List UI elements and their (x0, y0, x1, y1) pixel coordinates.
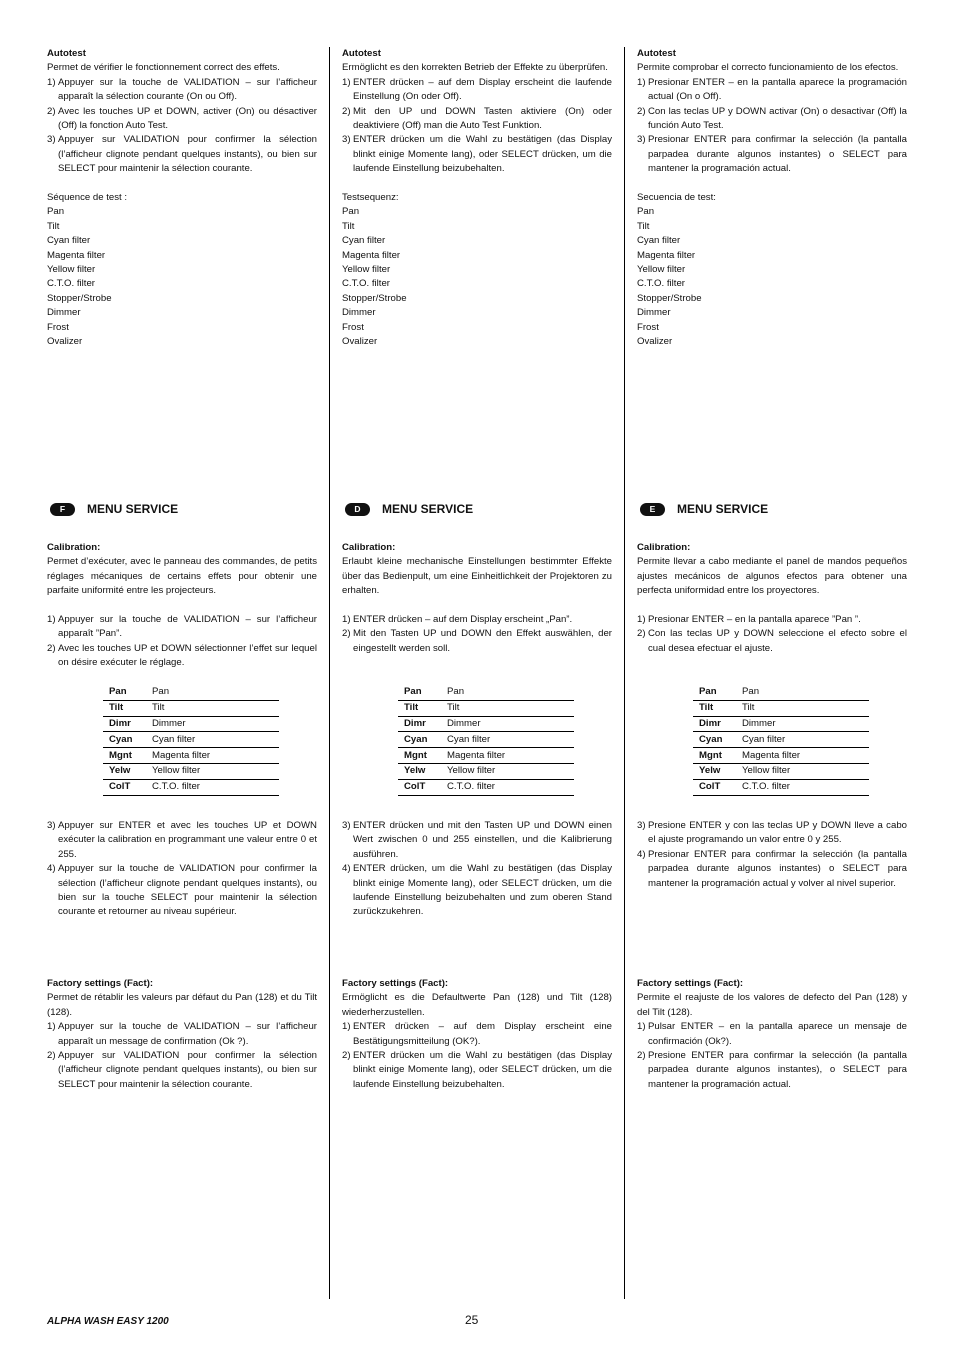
list-item-text: Appuyer sur VALIDATION pour confirmer la sélection (l’afficheur clignote pendant quelques instants), ou bien sur SELECT pour maintenir la sélection courante. (58, 134, 317, 175)
sequence-item: Yellow filter (637, 264, 686, 276)
test-sequence (637, 205, 907, 349)
name-cell: Dimmer (152, 716, 279, 732)
calibration-section (637, 541, 907, 656)
factory-settings-section (342, 977, 612, 1092)
sequence-item: Cyan filter (47, 235, 91, 247)
calibration-steps-b (342, 819, 612, 920)
sequence-item: Cyan filter (342, 235, 386, 247)
sequence-item: Cyan filter (637, 235, 681, 247)
code-cell: Mgnt (103, 748, 152, 764)
sequence-label: Secuencia de test: (637, 192, 716, 204)
table-row (693, 763, 869, 779)
autotest-heading: Autotest (47, 48, 86, 59)
sequence-item: Tilt (47, 220, 60, 232)
sequence-item: Yellow filter (342, 264, 391, 276)
calibration-steps-continued (47, 819, 317, 920)
list-item: 1) Appuyer sur la touche de VALIDATION – sur l’afficheur apparaît ”Pan”. (47, 614, 317, 640)
list-item: 2) Appuyer sur VALIDATION pour confirmer la sélection (l’afficheur clignote pendant quelques instants), ou bien sur SELECT pour maintenir la sélection courante. (47, 1050, 317, 1090)
factory-settings-section (47, 977, 317, 1092)
list-item-text: Avec les touches UP et DOWN, activer (On) ou désactiver (Off) la fonction Auto Test. (58, 105, 317, 132)
column-divider (624, 47, 625, 1299)
autotest-heading: Autotest (637, 48, 676, 59)
table-row (103, 763, 279, 779)
table-row (103, 685, 279, 700)
list-item-text: ENTER drücken – auf dem Display erscheint „Pan”. (353, 614, 573, 626)
list-item-text: Avec les touches UP et DOWN sélectionner l’effet sur lequel on désire exécuter le réglage. (58, 642, 317, 669)
list-item: 2) Mit den Tasten UP und DOWN den Effekt auswählen, der eingestellt werden soll. (342, 628, 612, 654)
list-item: 3) ENTER drücken um die Wahl zu bestätigen (das Display blinkt einige Momente lang), oder SELECT drücken, um die laufende Einstellung beizubehalten. (342, 134, 612, 175)
list-item-text: ENTER drücken um die Wahl zu bestätigen (das Display blinkt einige Momente lang), oder SELECT drücken, um die laufende Einstellung beizubehalten. (353, 1050, 612, 1090)
name-cell: Cyan filter (447, 732, 574, 748)
factory-heading: Factory settings (Fact): (342, 978, 449, 989)
table-row (693, 685, 869, 700)
name-cell: C.T.O. filter (742, 779, 869, 795)
calibration-section (47, 541, 317, 671)
sequence-item: Frost (47, 321, 69, 333)
calibration-steps-b (47, 819, 317, 920)
factory-steps (637, 1020, 907, 1092)
code-cell: ColT (693, 779, 742, 795)
list-item: 1) ENTER drücken – auf dem Display erscheint die laufende Einstellung (On oder Off). (342, 76, 612, 103)
sequence-item: C.T.O. filter (342, 278, 390, 290)
calibration-steps (637, 613, 907, 656)
name-cell: Tilt (447, 700, 574, 716)
list-item-text: Presione ENTER para confirmar la selección (la pantalla parpadea durante algunos instantes), o SELECT para mantener la programación actual. (648, 1050, 907, 1090)
name-cell: Pan (742, 685, 869, 700)
effects-table (103, 685, 279, 796)
code-cell: Yelw (398, 763, 447, 779)
sequence-label: Testsequenz: (342, 192, 399, 204)
name-cell: Yellow filter (447, 763, 574, 779)
table-row (398, 732, 574, 748)
list-item: 3) Presione ENTER y con las teclas UP y DOWN lleve a cabo el ajuste programando un valor entre 0 y 255. (637, 820, 907, 846)
list-item: 3) Presionar ENTER para confirmar la selección (la pantalla parpadea durante algunos instantes) o SELECT para mantener la programación actual. (637, 134, 907, 175)
autotest-steps (637, 76, 907, 177)
code-cell: ColT (398, 779, 447, 795)
list-item-text: Presionar ENTER – en la pantalla aparece ”Pan ”. (648, 614, 861, 626)
factory-heading: Factory settings (Fact): (47, 978, 154, 989)
sequence-item: Stopper/Strobe (637, 292, 702, 304)
list-item: 2) Con las teclas UP y DOWN seleccione el efecto sobre el cual desea efectuar el ajuste. (637, 628, 907, 654)
table-row (398, 700, 574, 716)
calibration-heading: Calibration: (342, 542, 396, 553)
name-cell: Pan (447, 685, 574, 700)
list-item-text: ENTER drücken – auf dem Display erscheint die laufende Einstellung (On oder Off). (353, 76, 612, 103)
code-cell: Tilt (103, 700, 152, 716)
name-cell: Pan (152, 685, 279, 700)
sequence-item: Pan (47, 206, 65, 218)
list-item-text: Appuyer sur la touche de VALIDATION – sur l’afficheur apparaît la sélection courante (On ou Off). (58, 76, 317, 103)
sequence-item: Pan (637, 206, 655, 218)
list-item: 2) Mit den UP und DOWN Tasten aktiviere (On) oder deaktiviere (Off) man die Auto Test Funktion. (342, 105, 612, 132)
name-cell: Yellow filter (152, 763, 279, 779)
factory-intro: Permet de rétablir les valeurs par défaut du Pan (128) et du Tilt (128). (47, 992, 317, 1018)
section-title: MENU SERVICE (382, 502, 474, 516)
list-item: 2) Con las teclas UP y DOWN activar (On) o desactivar (Off) la función Auto Test. (637, 105, 907, 132)
table-row (103, 732, 279, 748)
sequence-item: Stopper/Strobe (342, 292, 407, 304)
list-item-text: Appuyer sur ENTER et avec les touches UP et DOWN exécuter la calibration en programmant une valeur entre 0 et 255. (58, 820, 317, 860)
table-row (103, 700, 279, 716)
table-row (398, 763, 574, 779)
language-badge: D (345, 503, 370, 516)
list-item: 4) ENTER drücken, um die Wahl zu bestätigen (das Display blinkt einige Momente lang), oder SELECT drücken, um die laufende Einstellung beizubehalten und zum oberen Stand zurückzukehren. (342, 863, 612, 918)
name-cell: Magenta filter (152, 748, 279, 764)
sequence-item: Dimmer (637, 307, 671, 319)
code-cell: Pan (398, 685, 447, 700)
name-cell: C.T.O. filter (447, 779, 574, 795)
list-item-text: Presionar ENTER – en la pantalla aparece la programación actual (On o Off). (648, 76, 907, 103)
list-item: 1) Presionar ENTER – en la pantalla aparece la programación actual (On o Off). (637, 76, 907, 103)
table-row (398, 685, 574, 700)
list-item: 1) ENTER drücken – auf dem Display erscheint eine Bestätigungsmitteilung (OK?). (342, 1021, 612, 1047)
table-row (693, 779, 869, 795)
section-title: MENU SERVICE (677, 502, 769, 516)
code-cell: Mgnt (398, 748, 447, 764)
autotest-heading: Autotest (342, 48, 381, 59)
factory-intro: Permite el reajuste de los valores de defecto del Pan (128) y del Tilt (128). (637, 992, 907, 1018)
menu-service-header (342, 502, 612, 516)
list-item-text: Appuyer sur la touche de VALIDATION pour confirmer la sélection (l’afficheur clignote pendant quelques instants), ou bien sur la touche SELECT pour maintenir la sélection courante et retourner au niveau supérieur. (58, 863, 317, 918)
list-item-text: Con las teclas UP y DOWN seleccione el efecto sobre el cual desea efectuar el ajuste. (648, 628, 907, 654)
list-item-text: ENTER drücken, um die Wahl zu bestätigen (das Display blinkt einige Momente lang), oder SELECT drücken, um die laufende Einstellung beizubehalten und zum oberen Stand zurückzukehren. (353, 863, 612, 918)
calibration-steps-continued (637, 819, 907, 891)
section-title: MENU SERVICE (87, 502, 179, 516)
calibration-steps-continued (342, 819, 612, 920)
table-row (693, 716, 869, 732)
sequence-label: Séquence de test : (47, 192, 128, 204)
code-cell: Pan (103, 685, 152, 700)
test-sequence (47, 205, 317, 349)
name-cell: C.T.O. filter (152, 779, 279, 795)
test-sequence (342, 205, 612, 349)
sequence-item: Ovalizer (47, 336, 83, 348)
autotest-section (47, 47, 317, 350)
sequence-item: Ovalizer (342, 336, 378, 348)
list-item: 2) Avec les touches UP et DOWN, activer (On) ou désactiver (Off) la fonction Auto Test. (47, 105, 317, 132)
calibration-heading: Calibration: (47, 542, 101, 553)
code-cell: Cyan (103, 732, 152, 748)
list-item: 2) ENTER drücken um die Wahl zu bestätigen (das Display blinkt einige Momente lang), oder SELECT drücken, um die laufende Einstellung beizubehalten. (342, 1050, 612, 1090)
autotest-section (342, 47, 612, 350)
list-item-text: Pulsar ENTER – en la pantalla aparece un mensaje de confirmación (Ok?). (648, 1021, 907, 1047)
list-item-text: Presionar ENTER para confirmar la selección (la pantalla parpadea durante algunos instantes) o SELECT para mantener la programación actual y volver al nivel superior. (648, 848, 907, 889)
product-name: ALPHA WASH EASY 1200 (47, 1316, 169, 1327)
calibration-intro: Erlaubt kleine mechanische Einstellungen bestimmter Effekte über das Bedienpult, um eine Einheitlichkeit der Projektoren zu erhalten. (342, 556, 612, 597)
sequence-item: Tilt (637, 220, 650, 232)
list-item-text: Presione ENTER y con las teclas UP y DOWN lleve a cabo el ajuste programando un valor entre 0 y 255. (648, 820, 907, 846)
sequence-item: Pan (342, 206, 360, 218)
language-badge: E (640, 503, 665, 516)
autotest-steps (47, 76, 317, 177)
calibration-intro: Permite llevar a cabo mediante el panel de mandos pequeños ajustes mecánicos de algunos efectos para obtener una perfecta uniformidad entre los proyectores. (637, 556, 907, 597)
effects-table (398, 685, 574, 796)
column-divider (329, 47, 330, 1299)
name-cell: Magenta filter (447, 748, 574, 764)
effects-table (693, 685, 869, 796)
language-badge: F (50, 503, 75, 516)
calibration-section (342, 541, 612, 656)
list-item-text: Appuyer sur la touche de VALIDATION – sur l’afficheur apparaît ”Pan”. (58, 614, 317, 640)
page-number: 25 (465, 1313, 479, 1327)
code-cell: Mgnt (693, 748, 742, 764)
calibration-steps (342, 613, 612, 656)
table-row (103, 779, 279, 795)
code-cell: ColT (103, 779, 152, 795)
list-item: 4) Appuyer sur la touche de VALIDATION pour confirmer la sélection (l’afficheur clignote pendant quelques instants), ou bien sur la touche SELECT pour maintenir la sélection courante et retourner au niveau supérieur. (47, 863, 317, 918)
sequence-item: Frost (637, 321, 659, 333)
calibration-intro: Permet d’exécuter, avec le panneau des commandes, de petits réglages mécaniques de certains effets pour obtenir une parfaite uniformité entre les projecteurs. (47, 556, 317, 597)
code-cell: Tilt (398, 700, 447, 716)
list-item: 1) Appuyer sur la touche de VALIDATION – sur l’afficheur apparaît la sélection courante (On ou Off). (47, 76, 317, 103)
name-cell: Yellow filter (742, 763, 869, 779)
sequence-item: C.T.O. filter (47, 278, 95, 290)
code-cell: Tilt (693, 700, 742, 716)
list-item: 1) Appuyer sur la touche de VALIDATION – sur l’afficheur apparaît un message de confirmation (Ok ?). (47, 1021, 317, 1047)
list-item-text: Mit den Tasten UP und DOWN den Effekt auswählen, der eingestellt werden soll. (353, 628, 612, 654)
list-item-text: Appuyer sur la touche de VALIDATION – sur l’afficheur apparaît un message de confirmation (Ok ?). (58, 1021, 317, 1047)
calibration-steps (47, 613, 317, 671)
code-cell: Cyan (693, 732, 742, 748)
autotest-intro: Permet de vérifier le fonctionnement correct des effets. (47, 62, 280, 74)
code-cell: Yelw (693, 763, 742, 779)
list-item-text: Presionar ENTER para confirmar la selección (la pantalla parpadea durante algunos instantes) o SELECT para mantener la programación actual. (648, 134, 907, 175)
table-row (693, 748, 869, 764)
name-cell: Cyan filter (742, 732, 869, 748)
list-item-text: Con las teclas UP y DOWN activar (On) o desactivar (Off) la función Auto Test. (648, 105, 907, 132)
autotest-intro: Permite comprobar el correcto funcionamiento de los efectos. (637, 62, 899, 74)
list-item: 1) ENTER drücken – auf dem Display erscheint „Pan”. (342, 614, 573, 626)
list-item: 1) Pulsar ENTER – en la pantalla aparece un mensaje de confirmación (Ok?). (637, 1021, 907, 1047)
list-item-text: Mit den UP und DOWN Tasten aktiviere (On) oder deaktiviere (Off) man die Auto Test Funktion. (353, 105, 612, 132)
code-cell: Cyan (398, 732, 447, 748)
table-row (398, 716, 574, 732)
list-item-text: ENTER drücken um die Wahl zu bestätigen (das Display blinkt einige Momente lang), oder SELECT drücken, um die laufende Einstellung beizubehalten. (353, 134, 612, 175)
sequence-item: Ovalizer (637, 336, 673, 348)
table-row (103, 748, 279, 764)
name-cell: Dimmer (447, 716, 574, 732)
factory-settings-section (637, 977, 907, 1092)
list-item-text: ENTER drücken – auf dem Display erscheint eine Bestätigungsmitteilung (OK?). (353, 1021, 612, 1047)
table-row (398, 748, 574, 764)
code-cell: Dimr (103, 716, 152, 732)
sequence-item: Dimmer (342, 307, 376, 319)
list-item-text: Appuyer sur VALIDATION pour confirmer la sélection (l’afficheur clignote pendant quelques instants), ou bien sur SELECT pour maintenir la sélection courante. (58, 1050, 317, 1090)
code-cell: Dimr (693, 716, 742, 732)
factory-intro: Ermöglicht es die Defaultwerte Pan (128) und Tilt (128) wiederherzustellen. (342, 992, 612, 1018)
menu-service-header (47, 502, 317, 516)
list-item: 3) ENTER drücken und mit den Tasten UP und DOWN einen Wert zwischen 0 und 255 einstellen, und die Kalibrierung ausführen. (342, 820, 612, 860)
code-cell: Pan (693, 685, 742, 700)
table-row (693, 732, 869, 748)
list-item: 4) Presionar ENTER para confirmar la selección (la pantalla parpadea durante algunos instantes) o SELECT para mantener la programación actual y volver al nivel superior. (637, 848, 907, 889)
calibration-steps-b (637, 819, 907, 891)
list-item: 3) Appuyer sur VALIDATION pour confirmer la sélection (l’afficheur clignote pendant quelques instants), ou bien sur SELECT pour maintenir la sélection courante. (47, 134, 317, 175)
name-cell: Tilt (152, 700, 279, 716)
list-item: 3) Appuyer sur ENTER et avec les touches UP et DOWN exécuter la calibration en programmant une valeur entre 0 et 255. (47, 820, 317, 860)
name-cell: Cyan filter (152, 732, 279, 748)
autotest-steps (342, 76, 612, 177)
autotest-intro: Ermöglicht es den korrekten Betrieb der Effekte zu überprüfen. (342, 62, 608, 74)
code-cell: Dimr (398, 716, 447, 732)
sequence-item: C.T.O. filter (637, 278, 685, 290)
autotest-section (637, 47, 907, 350)
name-cell: Magenta filter (742, 748, 869, 764)
sequence-item: Magenta filter (342, 249, 401, 261)
list-item: 2) Avec les touches UP et DOWN sélectionner l’effet sur lequel on désire exécuter le réglage. (47, 642, 317, 669)
factory-steps (47, 1020, 317, 1092)
table-row (398, 779, 574, 795)
sequence-item: Yellow filter (47, 264, 96, 276)
sequence-item: Frost (342, 321, 364, 333)
sequence-item: Stopper/Strobe (47, 292, 112, 304)
list-item: 1) Presionar ENTER – en la pantalla aparece ”Pan ”. (637, 614, 861, 626)
sequence-item: Magenta filter (47, 249, 106, 261)
table-row (103, 716, 279, 732)
factory-steps (342, 1020, 612, 1092)
list-item-text: ENTER drücken und mit den Tasten UP und DOWN einen Wert zwischen 0 und 255 einstellen, und die Kalibrierung ausführen. (353, 820, 612, 860)
factory-heading: Factory settings (Fact): (637, 978, 744, 989)
sequence-item: Dimmer (47, 307, 81, 319)
table-row (693, 700, 869, 716)
code-cell: Yelw (103, 763, 152, 779)
sequence-item: Magenta filter (637, 249, 696, 261)
sequence-item: Tilt (342, 220, 355, 232)
menu-service-header (637, 502, 907, 516)
name-cell: Tilt (742, 700, 869, 716)
calibration-heading: Calibration: (637, 542, 691, 553)
name-cell: Dimmer (742, 716, 869, 732)
list-item: 2) Presione ENTER para confirmar la selección (la pantalla parpadea durante algunos instantes), o SELECT para mantener la programación actual. (637, 1050, 907, 1090)
